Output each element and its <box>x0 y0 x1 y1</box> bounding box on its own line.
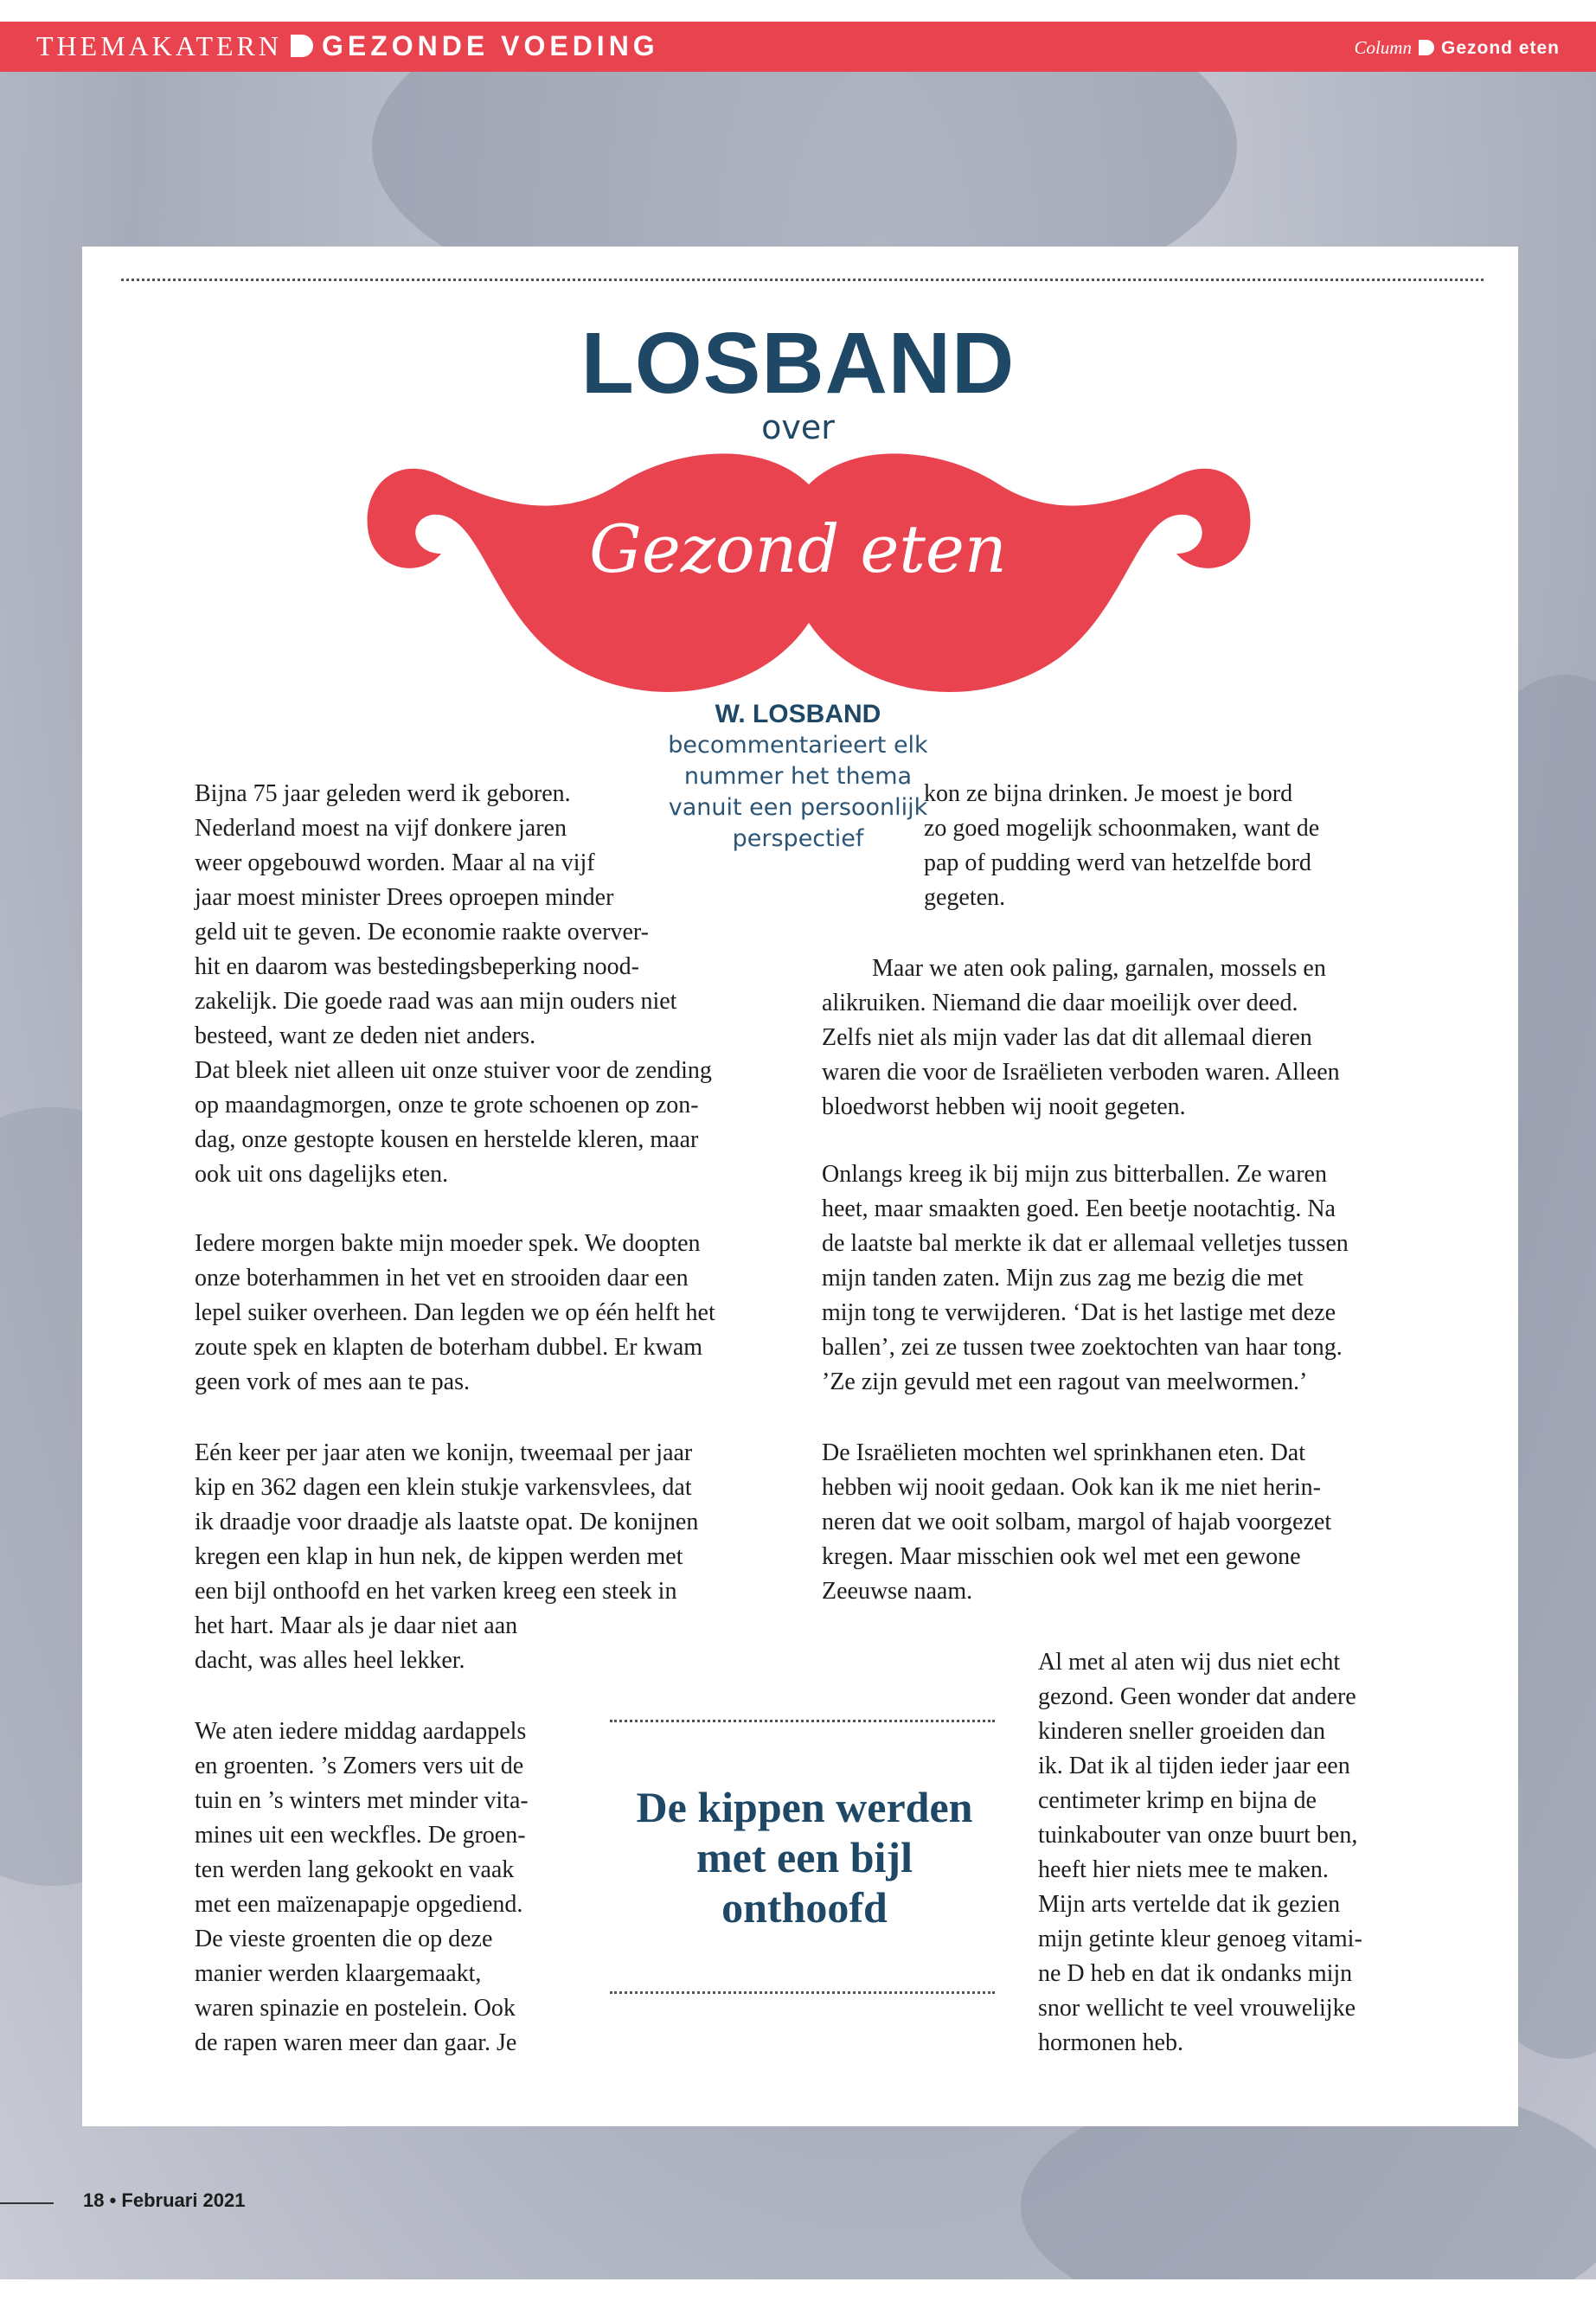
mustache-title: Gezond eten <box>589 510 1007 587</box>
col2-paragraph-3: Onlangs kreeg ik bij mijn zus bitterballen. Ze waren heet, maar smaakten goed. Een beetje nootachtig. Na de laatste bal merkte ik dat er allemaal velletjes tussen mijn tanden zaten. Mijn zus zag me bezig die met mijn tong te verwijderen. ‘Dat is het lastige met deze ballen’, zei ze tussen twee zoektochten van haar tong. ’Ze zijn gevuld met een ragout van meelwormen.’ <box>822 1161 1349 1395</box>
article-over: over <box>761 408 835 446</box>
topic-label: Gezond eten <box>1440 38 1560 58</box>
section-label: THEMAKATERN <box>36 30 282 61</box>
theme-label: GEZONDE VOEDING <box>321 30 659 61</box>
page-footer <box>83 2189 246 2212</box>
header-bar <box>0 22 1596 72</box>
col2-paragraph-1: kon ze bijna drinken. Je moest je bord zo goed mogelijk schoonmaken, want de pap of pudding werd van hetzelfde bord gegeten. <box>924 780 1320 911</box>
arrow-icon <box>291 35 313 57</box>
arrow-icon <box>1419 40 1434 55</box>
issue-date: • Februari 2021 <box>109 2189 246 2211</box>
col1-paragraph-3: Eén keer per jaar aten we konijn, tweemaal per jaar kip en 362 dagen een klein stukje varkensvlees, dat ik draadje voor draadje als laatste opat. De konijnen kregen een klap in hun nek, de kippen werden met een bijl onthoofd en het varken kreeg een steek in het hart. Maar als je daar niet aan dacht, was alles heel lekker. <box>195 1439 699 1674</box>
author-description: becommentarieert elk nummer het thema vanuit een persoonlijk perspectief <box>668 732 928 852</box>
col2-paragraph-4: De Israëlieten mochten wel sprinkhanen eten. Dat hebben wij nooit gedaan. Ook kan ik me niet herin- neren dat we ooit solbam, margol of hajab voorgezet kregen. Maar misschien ook wel met een gewone Zeeuwse naam. <box>822 1439 1332 1605</box>
col2-paragraph-2: Maar we aten ook paling, garnalen, mossels en alikruiken. Niemand die daar moeilijk over deed. Zelfs niet als mijn vader las dat dit allemaal dieren waren die voor de Israëlieten verboden waren. Alleen bloedworst hebben wij nooit gegeten. <box>822 955 1340 1120</box>
col1-paragraph-2: Iedere morgen bakte mijn moeder spek. We doopten onze boterhammen in het vet en strooiden daar een lepel suiker overheen. Dan legden we op één helft het zoute spek en klapten de boterham dubbel. Er kwam geen vork of mes aan te pas. <box>195 1230 715 1395</box>
col2-paragraph-5: Al met al aten wij dus niet echt gezond. Geen wonder dat andere kinderen sneller groeiden dan ik. Dat ik al tijden ieder jaar een centimeter krimp en bijna de tuinkabouter van onze buurt ben, heeft hier niets mee te maken. Mijn arts vertelde dat ik gezien mijn getinte kleur genoeg vitami- ne D heb en dat ik ondanks mijn snor wellicht te veel vrouwelijke hormonen heb. <box>1038 1649 1362 2056</box>
pull-quote: De kippen werden met een bijl onthoofd <box>636 1783 973 1932</box>
col1-paragraph-4: We aten iedere middag aardappels en groenten. ’s Zomers vers uit de tuin en ’s winters met minder vita- mines uit een weckfles. De groen- ten werden lang gekookt en vaak met een maïzenapapje opgediend. De vieste groenten die op deze manier werden klaargemaakt, waren spinazie en postelein. Ook de rapen waren meer dan gaar. Je <box>195 1718 529 2056</box>
author-name: W. LOSBAND <box>715 700 881 728</box>
quote-divider-bottom <box>610 1991 995 1994</box>
col1-paragraph-1: Bijna 75 jaar geleden werd ik geboren. Nederland moest na vijf donkere jaren weer opgebouwd worden. Maar al na vijf jaar moest minister Drees oproepen minder geld uit te geven. De economie raakte overver- hit en daarom was bestedingsbeperking nood- zakelijk. Die goede raad was aan mijn ouders niet besteed, want ze deden niet anders. Dat bleek niet alleen uit onze stuiver voor de zending op maandagmorgen, onze te grote schoenen op zon- dag, onze gestopte kousen en herstelde kleren, maar ook uit ons dagelijks eten. <box>195 780 712 1188</box>
header-right <box>1354 37 1560 59</box>
article-title: LOSBAND <box>580 315 1016 412</box>
footer-rule <box>0 2202 54 2204</box>
page-number: 18 <box>83 2189 105 2211</box>
divider <box>121 279 1484 281</box>
header-left <box>36 30 659 62</box>
quote-divider-top <box>610 1720 995 1722</box>
category-label: Column <box>1354 37 1412 58</box>
